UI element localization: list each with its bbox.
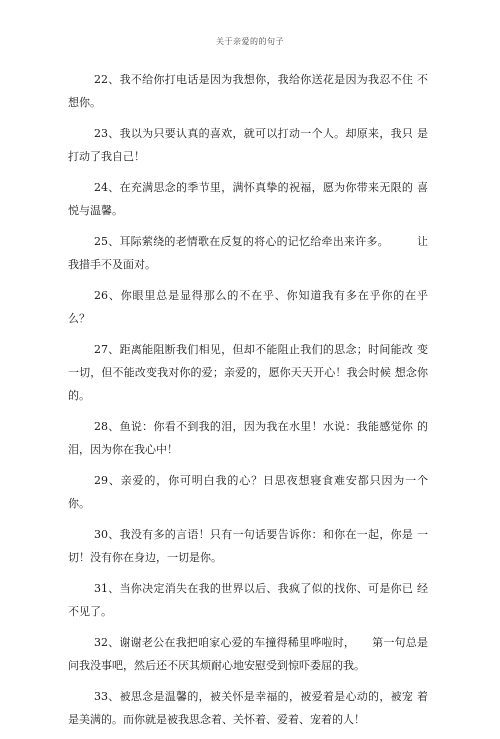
document-body xyxy=(68,68,428,739)
paragraph: 33、被思念是温馨的，被关怀是幸福的，被爱着是心动的，被宠 着是美满的。而你就是被我思念着、关怀着、爱着、宠着的人！ xyxy=(68,690,428,726)
paragraph: 22、我不给你打电话是因为我想你，我给你送花是因为我忍不住 不想你。 xyxy=(68,73,428,109)
paragraph: 32、谢谢老公在我把咱家心爱的车撞得稀里哗啦时， 第一句总是 问我没事吧，然后还不厌其烦耐心地安慰受到惊吓委屈的我。 xyxy=(68,636,428,672)
paragraph: 27、距离能阻断我们相见，但却不能阻止我们的思念；时间能改 变一切，但不能改变我对你的爱；亲爱的，愿你天天开心！我会时候 想念你的。 xyxy=(68,343,428,402)
paragraph: 29、亲爱的，你可明白我的心？日思夜想寝食难安都只因为一个 你。 xyxy=(68,474,428,510)
paragraph: 26、你眼里总是显得那么的不在乎、你知道我有多在乎你的在乎 么？ xyxy=(68,289,428,325)
paragraph: 23、我以为只要认真的喜欢，就可以打动一个人。却原来，我只 是打动了我自己！ xyxy=(68,127,428,163)
paragraph: 31、当你决定消失在我的世界以后、我疯了似的找你、可是你已 经不见了。 xyxy=(68,582,428,618)
paragraph: 30、我没有多的言语！只有一句话要告诉你：和你在一起，你是 一切！没有你在身边，一切是你。 xyxy=(68,528,428,564)
paragraph: 24、在充满思念的季节里，满怀真挚的祝福，愿为你带来无限的 喜悦与温馨。 xyxy=(68,181,428,217)
paragraph: 28、鱼说：你看不到我的泪，因为我在水里！水说：我能感觉你 的泪，因为你在我心中！ xyxy=(68,420,428,456)
page-header: 关于亲爱的的句子 xyxy=(216,37,284,46)
paragraph: 25、耳际萦绕的老情歌在反复的将心的记忆给牵出来许多。 让我措手不及面对。 xyxy=(68,235,428,271)
